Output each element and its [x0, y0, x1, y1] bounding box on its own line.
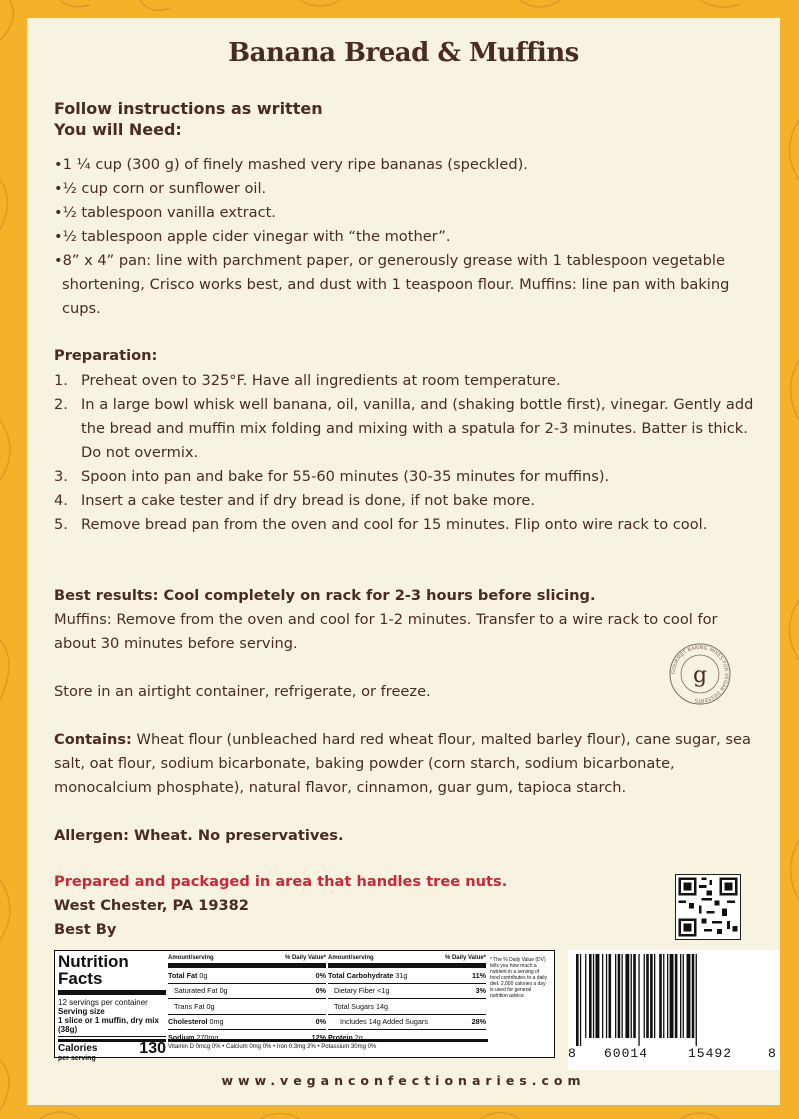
intro-line-2: You will Need: — [54, 120, 182, 139]
nutrient-row: Saturated Fat 0g 0% — [168, 983, 326, 999]
vitamins-row: Vitamin D 0mcg 0% • Calcium 0mg 0% • Iron 0.3mg 2% • Potassium 30mg 0% — [168, 1039, 488, 1050]
step-item: 5. Remove bread pan from the oven and cool for 15 minutes. Flip onto wire rack to cool. — [54, 516, 708, 533]
step-item: 1. Preheat oven to 325°F. Have all ingredients at room temperature. — [54, 372, 561, 389]
facility-warning: Prepared and packaged in area that handles tree nuts. — [54, 873, 508, 890]
storage-note: Store in an airtight container, refrigerate, or freeze. — [54, 683, 431, 700]
ingredient-item: •1 ¼ cup (300 g) of finely mashed very ripe bananas (speckled). — [54, 156, 528, 173]
allergen-note: Allergen: Wheat. No preservatives. — [54, 827, 344, 844]
step-item: 3. Spoon into pan and bake for 55-60 minutes (30-35 minutes for muffins). — [54, 468, 610, 485]
preparation-heading: Preparation: — [54, 347, 158, 364]
barcode: 8 60014 15492 8 — [568, 950, 780, 1070]
ingredient-item: •½ tablespoon apple cider vinegar with “the mother”. — [54, 228, 451, 245]
nutrient-row: Total Fat 0g 0% — [168, 967, 326, 983]
contains-label: Contains: — [54, 731, 132, 748]
serving-size: Serving size 1 slice or 1 muffin, dry mix (38g) — [58, 1007, 166, 1037]
nutrient-row: Includes 14g Added Sugars 28% — [328, 1014, 486, 1030]
preparation-steps — [54, 369, 754, 537]
ingredient-item: •½ cup corn or sunflower oil. — [54, 180, 267, 197]
website-url[interactable]: www.veganconfectionaries.com — [221, 1073, 586, 1088]
barcode-bars — [576, 954, 772, 1046]
daily-value-footnote: * The % Daily Value (DV) tells you how much a nutrient in a serving of food contributes to a daily diet. 2,000 calories a day is used for general nutrition advice. — [490, 957, 547, 999]
contains-section — [54, 728, 757, 800]
ingredients-list — [54, 153, 754, 321]
intro-line-1: Follow instructions as written — [54, 99, 323, 118]
nutrition-facts-panel — [54, 950, 555, 1062]
best-results-note: Best results: Cool completely on rack for 2-3 hours before slicing. — [54, 587, 596, 604]
contains-text: Wheat flour (unbleached hard red wheat flour, malted barley flour), cane sugar, sea salt, oat flour, sodium bicarbonate, baking powder (corn starch, sodium bicarbonate, monocalcium phosphate), natural flavor, cinnamon, guar gum, tapioca starch. — [54, 731, 751, 796]
best-by-label: Best By — [54, 921, 117, 938]
svg-text:GOURMET BAKING MIXES FOR VEGAN: GOURMET BAKING MIXES FOR VEGAN DESSERTS — [670, 644, 730, 704]
nutrient-row: Sodium 270mg 12% — [168, 1029, 326, 1045]
brand-seal-logo — [668, 642, 732, 706]
nutrient-row: Trans Fat 0g — [168, 998, 326, 1014]
ingredient-item: •½ tablespoon vanilla extract. — [54, 204, 276, 221]
instructions-card — [27, 18, 780, 1105]
nutrition-title: Nutrition Facts — [58, 953, 166, 995]
nutrient-column-1: Amount/serving % Daily Value* Total Fat 0g 0% Saturated Fat 0g 0% Trans Fat 0g Cholesterol 0mg 0% Sodium 270mg 12% — [168, 953, 326, 1045]
nutrition-summary — [58, 953, 166, 1064]
nutrient-row: Protein 2g — [328, 1029, 486, 1045]
servings-per-container: 12 servings per container — [58, 998, 148, 1007]
qr-code[interactable] — [675, 874, 741, 940]
nutrient-row: Total Carbohydrate 31g 11% — [328, 967, 486, 983]
muffins-note: Muffins: Remove from the oven and cool for 1-2 minutes. Transfer to a wire rack to cool for about 30 minutes before serving. — [54, 611, 718, 652]
nutrient-row: Cholesterol 0mg 0% — [168, 1014, 326, 1030]
ingredient-item: •8” x 4” pan: line with parchment paper, or generously grease with 1 tablespoon vegetable shortening, Crisco works best, and dust with 1 teaspoon flour. Muffins: line pan with baking cups. — [54, 252, 730, 317]
step-item: 2. In a large bowl whisk well banana, oil, vanilla, and (shaking bottle first), vinegar. Gently add the bread and muffin mix folding and mixing with a spatula for 2-3 minutes. Batter is thick. Do not overmix. — [54, 396, 754, 461]
svg-text:g: g — [692, 663, 708, 688]
nutrient-row: Dietary Fiber <1g 3% — [328, 983, 486, 999]
nutrient-column-2: Amount/serving % Daily Value* Total Carbohydrate 31g 11% Dietary Fiber <1g 3% Total Sugars 14g Includes 14g Added Sugars 28% Protein 2g — [328, 953, 486, 1045]
page-title: Banana Bread & Muffins — [228, 38, 579, 68]
step-item: 4. Insert a cake tester and if dry bread is done, if not bake more. — [54, 492, 536, 509]
calories-row: Calories per serving 130 — [58, 1040, 166, 1062]
location-text: West Chester, PA 19382 — [54, 897, 249, 914]
nutrient-row: Total Sugars 14g — [328, 998, 486, 1014]
